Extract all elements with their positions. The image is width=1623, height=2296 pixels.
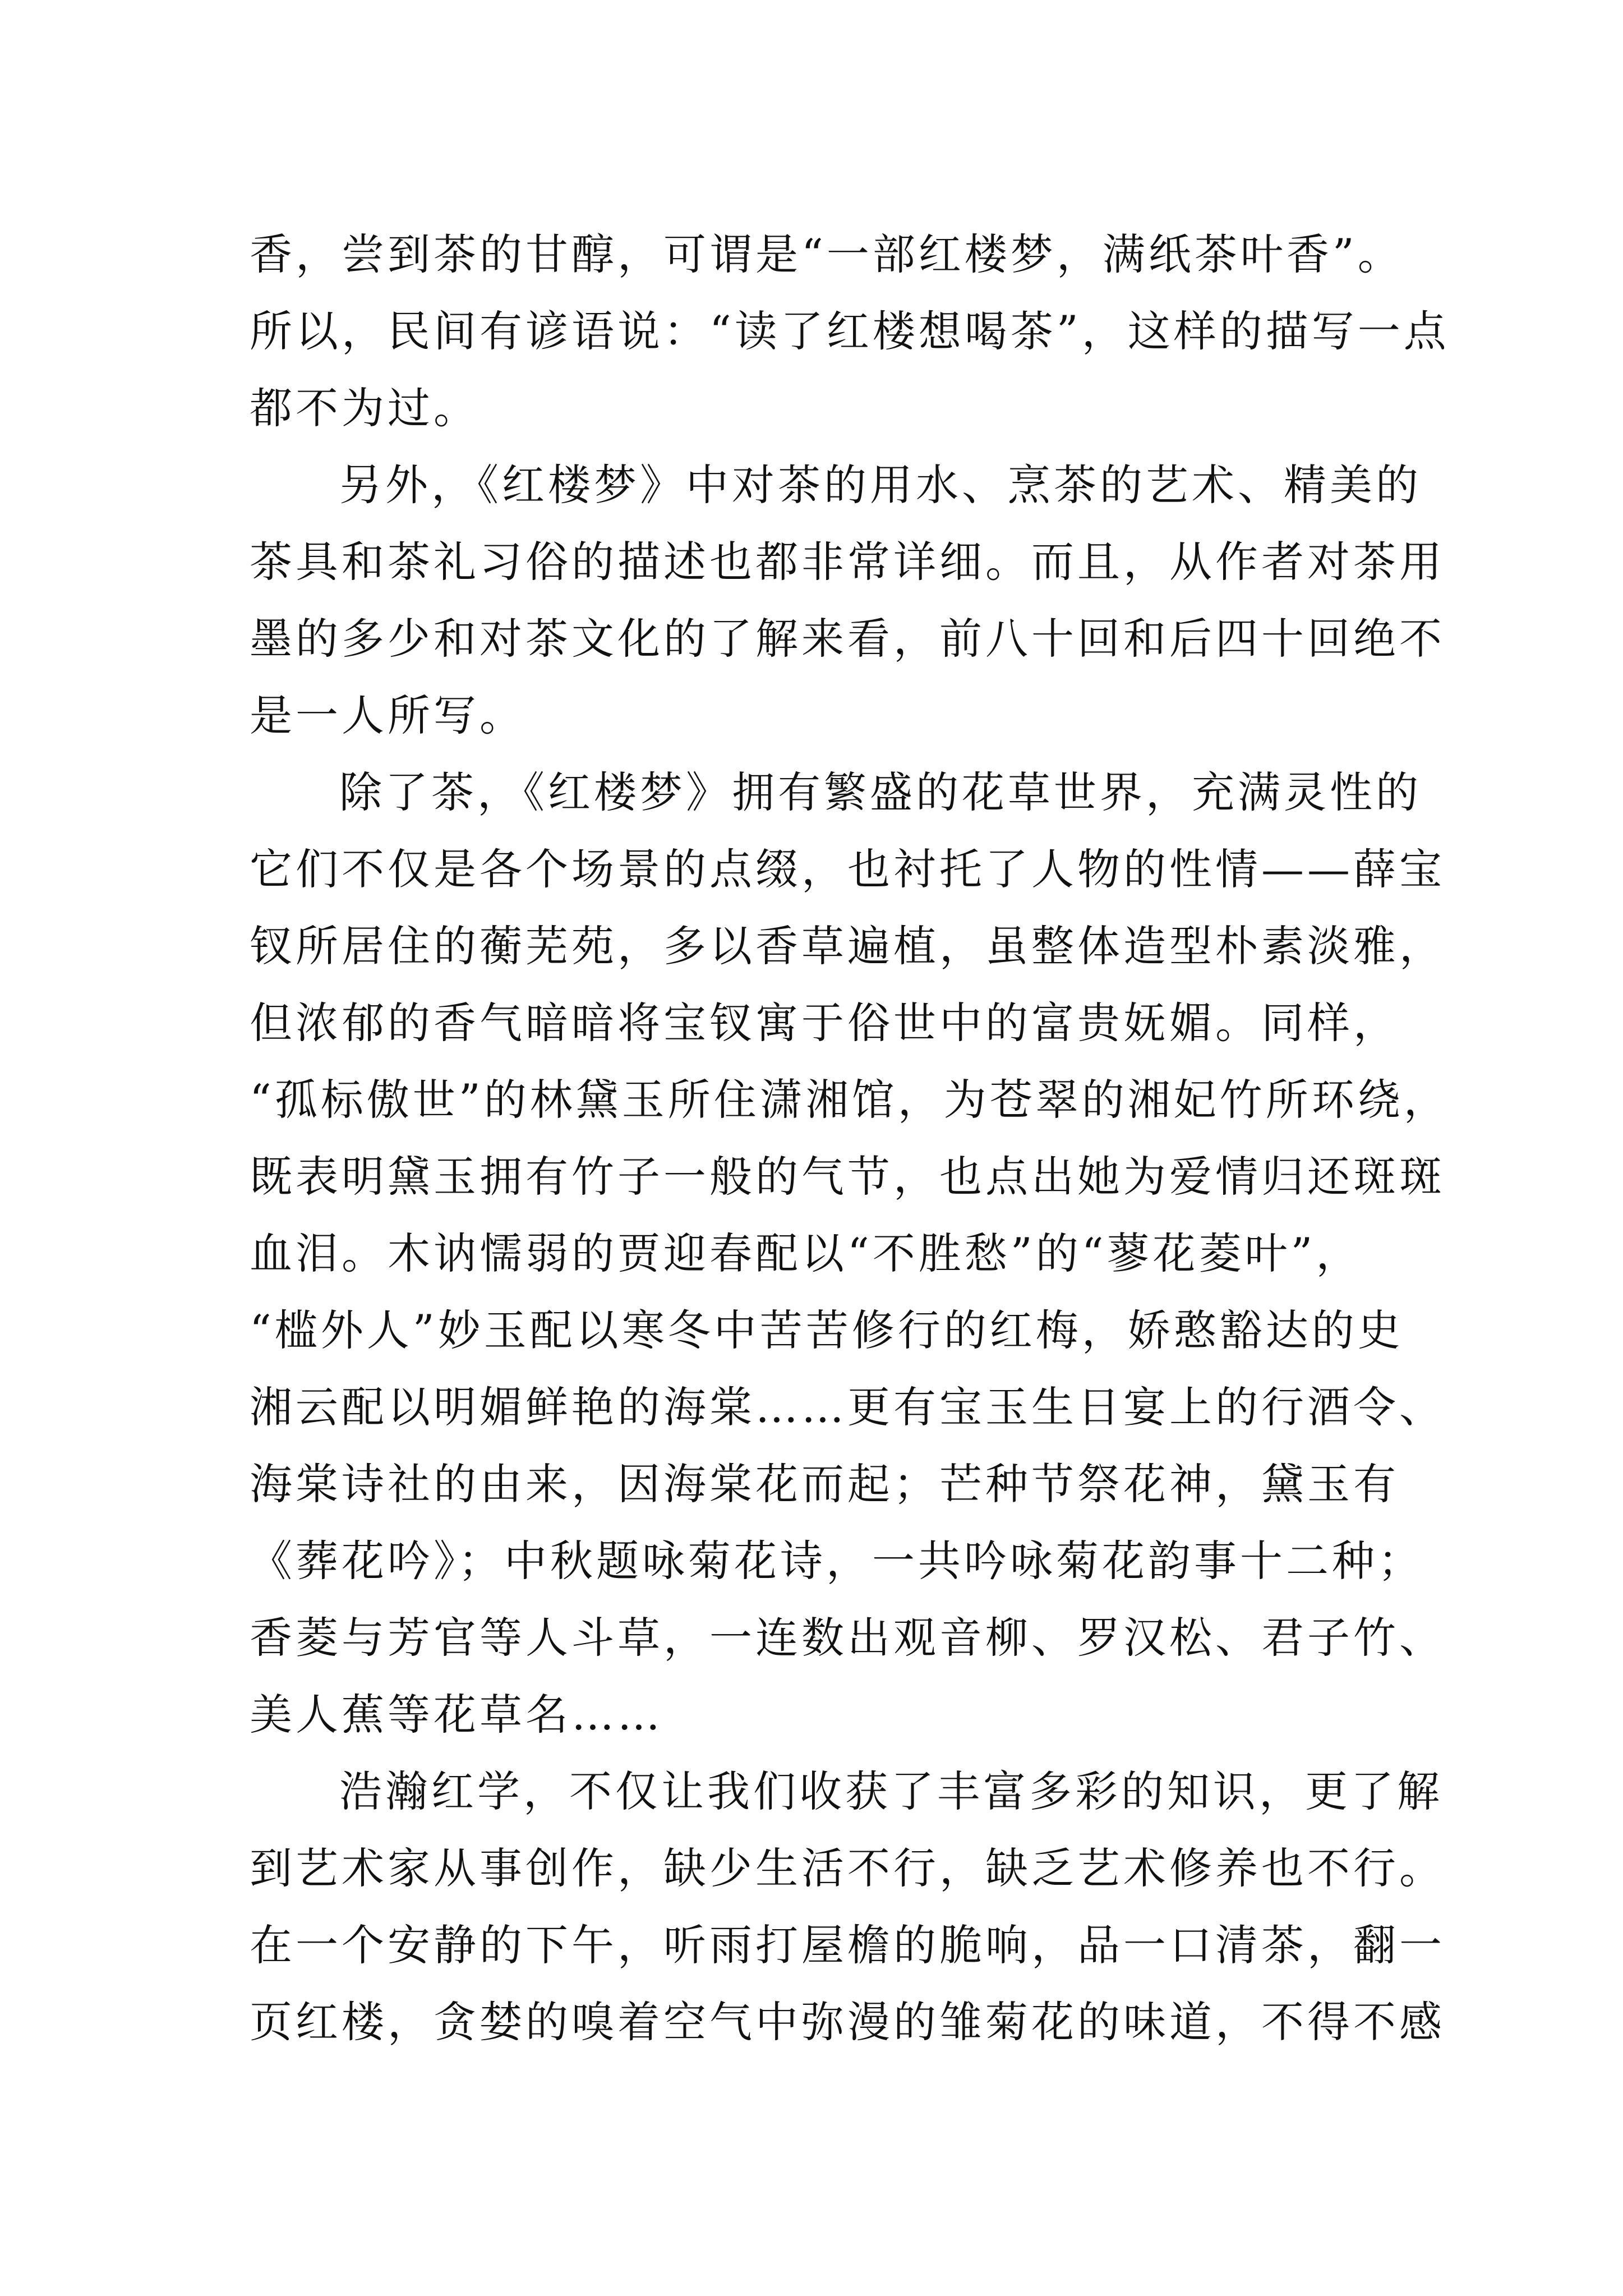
text-line: 钗所居住的蘅芜苑，多以香草遍植，虽整体造型朴素淡雅， (250, 921, 1445, 971)
text-line: 在一个安静的下午，听雨打屋檐的脆响，品一口清茶，翻一 (250, 1920, 1445, 1970)
text-line: 所以，民间有谚语说：“读了红楼想喝茶”，这样的描写一点 (250, 306, 1450, 356)
text-line: 但浓郁的香气暗暗将宝钗寓于俗世中的富贵妩媚。同样， (250, 998, 1399, 1048)
text-line: 血泪。木讷懦弱的贾迎春配以“不胜愁”的“蓼花菱叶”， (250, 1228, 1362, 1278)
paragraph-first-line: 浩瀚红学，不仅让我们收获了丰富多彩的知识，更了解 (339, 1766, 1443, 1816)
text-line: 墨的多少和对茶文化的了解来看，前八十回和后四十回绝不 (250, 614, 1445, 664)
text-line: 它们不仅是各个场景的点缀，也衬托了人物的性情——薛宝 (250, 844, 1445, 894)
text-line: 湘云配以明媚鲜艳的海棠……更有宝玉生日宴上的行酒令、 (250, 1382, 1445, 1432)
text-line: 既表明黛玉拥有竹子一般的气节，也点出她为爱情归还斑斑 (250, 1152, 1445, 1202)
text-line: 都不为过。 (250, 383, 479, 433)
body-text (250, 216, 1450, 2060)
text-line: “孤标傲世”的林黛玉所住潇湘馆，为苍翠的湘妃竹所环绕， (250, 1075, 1450, 1125)
text-line: “槛外人”妙玉配以寒冬中苦苦修行的红梅，娇憨豁达的史 (250, 1305, 1404, 1355)
text-line: 茶具和茶礼习俗的描述也都非常详细。而且，从作者对茶用 (250, 537, 1445, 587)
text-line: 香菱与芳官等人斗草，一连数出观音柳、罗汉松、君子竹、 (250, 1613, 1445, 1663)
text-line: 页红楼，贪婪的嗅着空气中弥漫的雏菊花的味道，不得不感 (250, 1997, 1445, 2047)
text-line: 海棠诗社的由来，因海棠花而起；芒种节祭花神，黛玉有 (250, 1459, 1399, 1509)
paragraph-first-line: 除了茶，《红楼梦》拥有繁盛的花草世界，充满灵性的 (339, 767, 1422, 817)
text-line: 美人蕉等花草名…… (250, 1690, 663, 1740)
paragraph-first-line: 另外，《红楼梦》中对茶的用水、烹茶的艺术、精美的 (339, 460, 1422, 510)
text-line: 到艺术家从事创作，缺少生活不行，缺乏艺术修养也不行。 (250, 1843, 1445, 1893)
text-line: 是一人所写。 (250, 691, 525, 740)
text-line: 香，尝到茶的甘醇，可谓是“一部红楼梦，满纸茶叶香”。 (250, 229, 1404, 279)
text-line: 《葬花吟》；中秋题咏菊花诗，一共吟咏菊花韵事十二种； (250, 1536, 1424, 1586)
